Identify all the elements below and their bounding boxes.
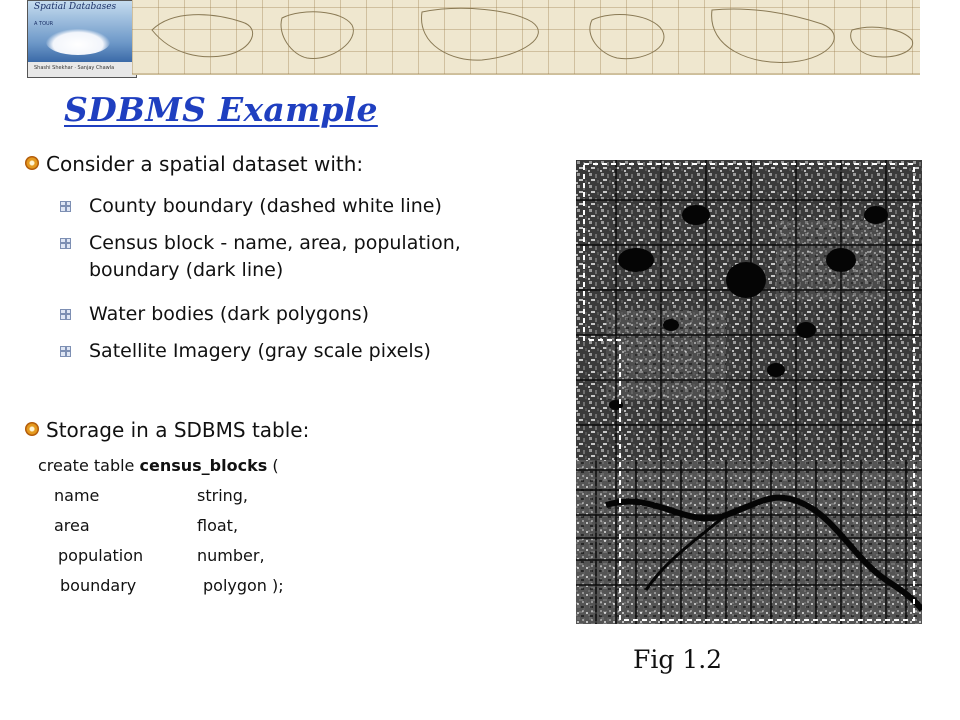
code-type-boundary: polygon );: [203, 576, 284, 595]
slide-title: SDBMS Example: [64, 90, 378, 129]
sub-item-census: Census block - name, area, population,: [89, 232, 461, 254]
sub-item-county: County boundary (dashed white line): [89, 195, 442, 217]
code-keyword: create table: [38, 456, 140, 475]
sub-bullet-icon: [60, 309, 71, 320]
census-blocks-map: [576, 160, 922, 624]
world-map-outline: [132, 0, 920, 74]
code-col-area: area: [54, 516, 90, 535]
sub-bullet-icon: [60, 238, 71, 249]
bullet-storage: Storage in a SDBMS table:: [46, 418, 310, 442]
sub-bullet-icon: [60, 201, 71, 212]
satellite-image: [576, 160, 922, 624]
cover-title: [34, 3, 116, 12]
bullet-icon: [25, 156, 39, 170]
figure-caption: Fig 1.2: [633, 645, 723, 674]
code-col-boundary: boundary: [60, 576, 137, 595]
cover-subtitle: A TOUR: [34, 21, 54, 27]
bullet-consider: Consider a spatial dataset with:: [46, 152, 364, 176]
book-cover-image: [27, 0, 137, 78]
code-table-name: census_blocks: [139, 456, 268, 475]
code-col-name: name: [54, 486, 100, 505]
code-col-population: population: [58, 546, 144, 565]
bullet-icon: [25, 422, 39, 436]
cover-title-line1: Spatial Databases: [34, 2, 117, 12]
sub-item-census-cont: boundary (dark line): [89, 259, 284, 281]
header-banner: [0, 0, 960, 80]
cloud-image: [46, 29, 110, 55]
code-type-name: string,: [197, 486, 249, 505]
code-type-population: number,: [197, 546, 265, 565]
code-type-area: float,: [197, 516, 239, 535]
world-map-strip: [132, 0, 920, 75]
code-line-create: [38, 456, 279, 475]
sub-item-satellite: Satellite Imagery (gray scale pixels): [89, 340, 431, 362]
sub-bullet-icon: [60, 346, 71, 357]
code-paren: (: [267, 456, 279, 475]
sub-item-water: Water bodies (dark polygons): [89, 303, 370, 325]
cover-authors: Shashi Shekhar · Sanjay Chawla: [34, 65, 115, 71]
